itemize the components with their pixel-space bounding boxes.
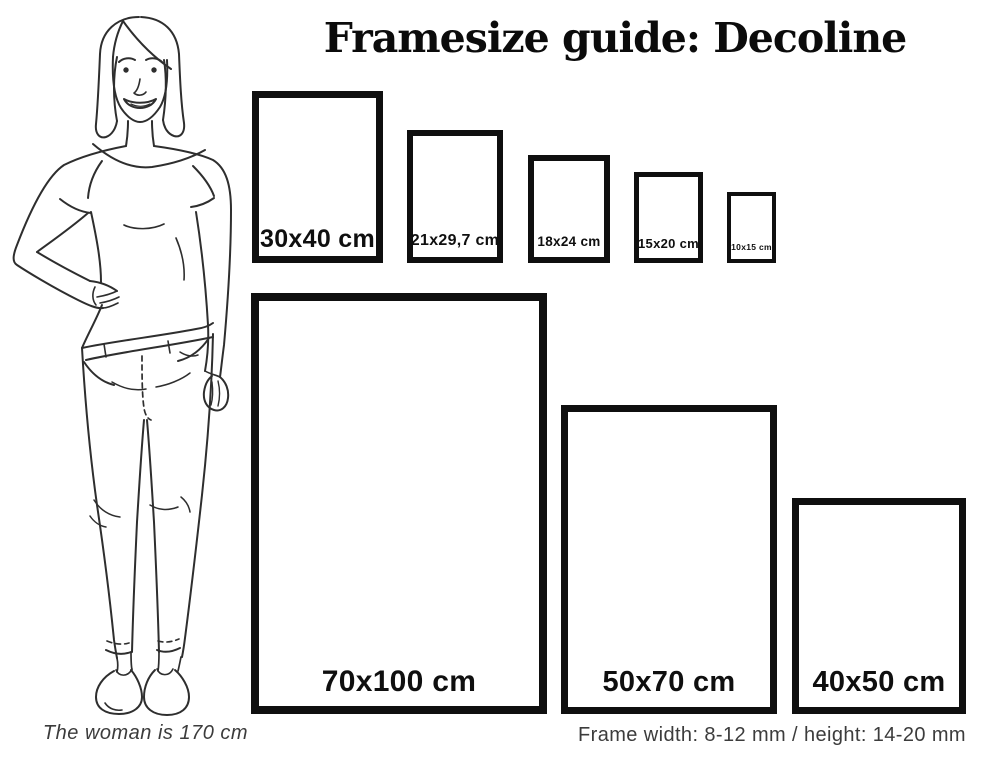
right-hand <box>204 376 228 410</box>
frame-18x24-label: 18x24 cm <box>537 233 601 249</box>
frame-40x50-label: 40x50 cm <box>812 666 946 698</box>
cuff-left <box>106 650 131 654</box>
left-sleeve-hem <box>60 199 91 213</box>
left-arm-inner <box>37 213 88 252</box>
frame-10x15-label: 10x15 cm <box>731 241 772 252</box>
collar <box>93 144 205 167</box>
frame-15x20 <box>634 172 703 263</box>
leg-right-outer <box>182 334 213 657</box>
hip-hand-thumb <box>93 287 96 305</box>
frame-15x20-label: 15x20 cm <box>638 236 699 251</box>
shoe-right <box>144 670 189 715</box>
woman-height-caption: The woman is 170 cm <box>42 722 249 744</box>
hip-hand-finger-1 <box>97 291 117 297</box>
frame-spec-caption: Frame width: 8-12 mm / height: 14-20 mm <box>578 724 966 746</box>
shoe-left-opening <box>116 669 132 675</box>
knee-crease-right <box>150 497 190 512</box>
crotch-crease-left <box>112 382 146 390</box>
eye-left <box>123 67 128 72</box>
neck-right <box>152 121 154 146</box>
left-forearm-inner <box>37 252 90 281</box>
left-sleeve-seam <box>88 161 102 198</box>
frame-30x40-label: 30x40 cm <box>260 225 375 253</box>
frame-21x29-7-label: 21x29,7 cm <box>410 232 500 249</box>
woman-illustration <box>0 0 250 768</box>
cuff-left-dashed <box>107 641 129 644</box>
jeans-pocket-left <box>84 362 114 385</box>
leg-left-outer <box>82 348 117 658</box>
eyebrow-left <box>119 58 135 62</box>
frame-40x50 <box>792 498 966 714</box>
belt-loop-right <box>168 341 170 353</box>
frame-10x15 <box>727 192 776 263</box>
bust-crease <box>124 224 164 229</box>
shoe-left <box>96 670 142 714</box>
frame-18x24 <box>528 155 610 263</box>
leg-right-inner <box>147 420 159 652</box>
shirt-hem <box>82 323 213 348</box>
cuff-right-dashed <box>158 639 179 642</box>
frame-21x29-7 <box>407 130 503 263</box>
shoe-right-opening <box>157 669 173 675</box>
shoe-left-sole <box>105 703 122 710</box>
knee-crease-left <box>90 500 120 527</box>
page-title: Framesize guide: Decoline <box>323 14 907 62</box>
hip-hand-finger-3 <box>103 303 118 308</box>
hairline <box>113 21 123 57</box>
frame-50x70 <box>561 405 777 714</box>
frame-30x40 <box>252 91 383 263</box>
frame-50x70-label: 50x70 cm <box>602 666 736 698</box>
jeans-fly <box>142 356 151 420</box>
frame-70x100 <box>251 293 547 714</box>
leg-left-inner <box>132 420 144 652</box>
hip-hand-finger-2 <box>100 297 119 303</box>
side-crease <box>176 238 184 280</box>
ankle-left <box>117 652 132 672</box>
right-arm-outer <box>154 146 231 377</box>
face-outline <box>113 57 167 122</box>
nose <box>134 79 146 95</box>
neck-left <box>126 121 128 146</box>
right-hand-finger-2 <box>218 381 220 406</box>
belt-loop-left <box>104 344 106 357</box>
cuff-right <box>157 648 180 652</box>
crotch-crease-right <box>156 373 190 387</box>
eye-right <box>151 67 156 72</box>
torso-left <box>91 212 101 282</box>
right-sleeve-hem <box>191 198 214 207</box>
frame-70x100-label: 70x100 cm <box>321 665 477 698</box>
hip-left <box>82 305 102 348</box>
right-sleeve-seam <box>193 166 214 196</box>
ankle-right <box>158 652 181 671</box>
